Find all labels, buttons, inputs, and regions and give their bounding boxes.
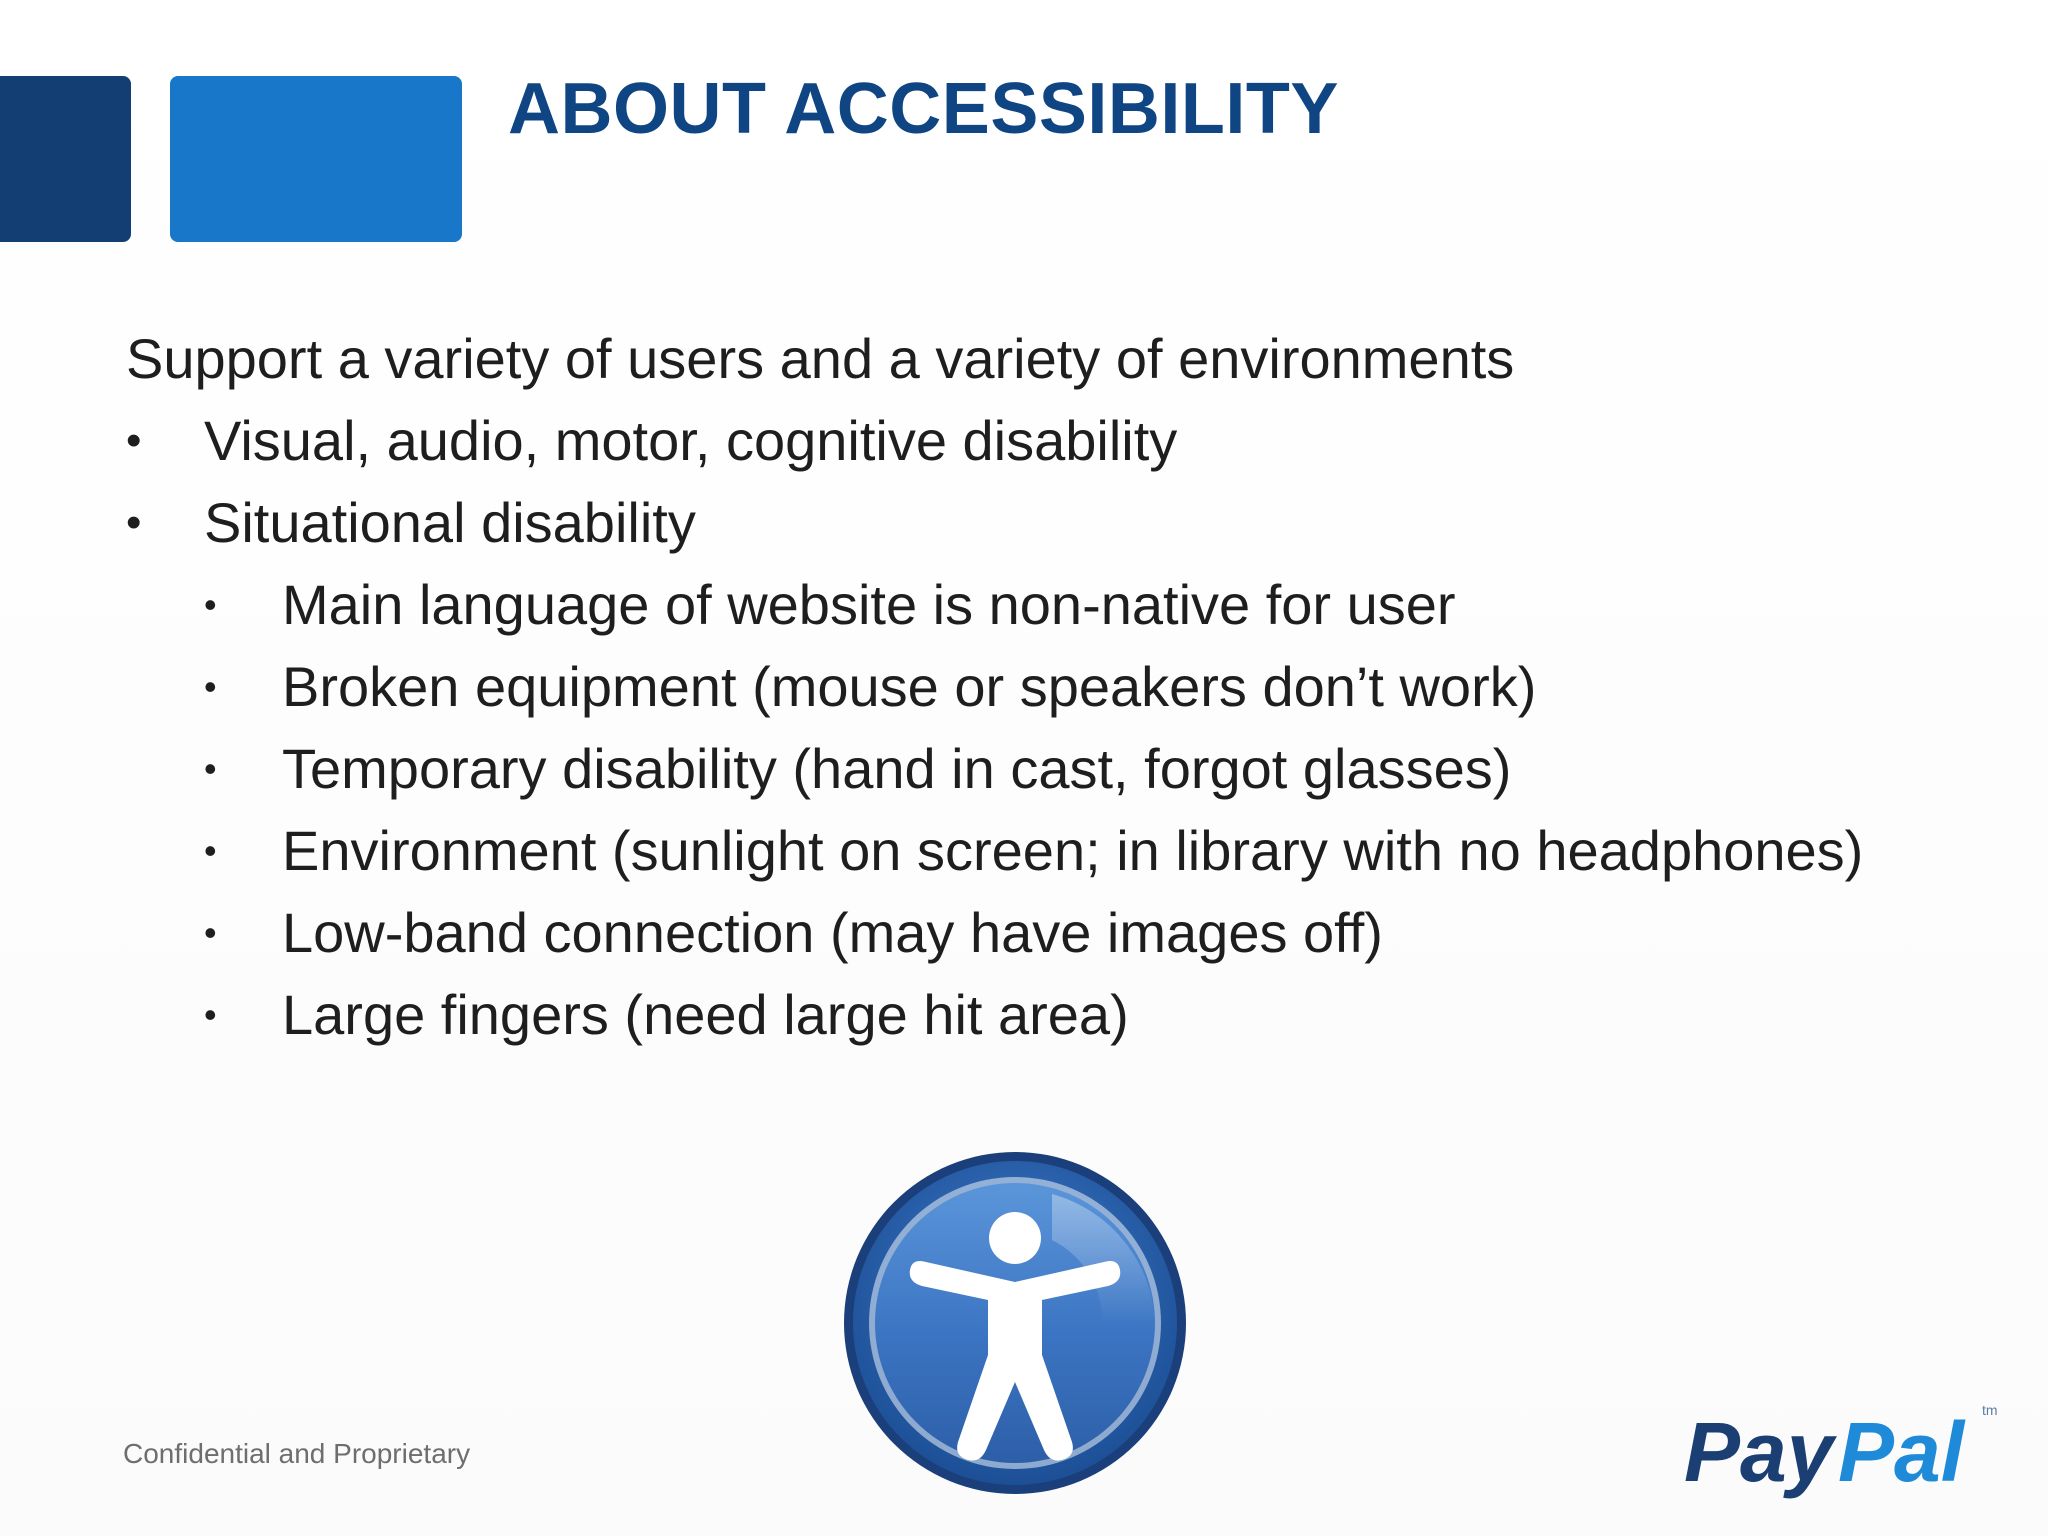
bullet-item xyxy=(126,482,1986,564)
paypal-logo xyxy=(1680,1395,2010,1505)
sub-bullet-dot: • xyxy=(204,912,217,953)
sub-bullet-dot: • xyxy=(204,584,217,625)
slide-body xyxy=(126,318,1986,1056)
bullet-text: Visual, audio, motor, cognitive disability xyxy=(204,409,1178,472)
confidential-footer: Confidential and Proprietary xyxy=(123,1438,471,1469)
accessibility-person-icon xyxy=(842,1150,1188,1496)
slide-title: ABOUT ACCESSIBILITY xyxy=(508,69,1339,149)
logo-tm-text: tm xyxy=(1982,1402,1998,1418)
lead-text: Support a variety of users and a variety of environments xyxy=(126,327,1515,390)
bullet-list xyxy=(126,400,1986,564)
sub-bullet-text: Large fingers (need large hit area) xyxy=(282,983,1129,1046)
sub-bullet-text: Low-band connection (may have images off) xyxy=(282,901,1383,964)
bullet-dot: • xyxy=(126,498,142,547)
sub-bullet-dot: • xyxy=(204,748,217,789)
bullet-dot: • xyxy=(126,416,142,465)
sub-bullet-item xyxy=(126,564,1986,646)
sub-bullet-item xyxy=(126,810,1986,892)
sub-bullet-text: Environment (sunlight on screen; in library with no headphones) xyxy=(282,819,1864,882)
logo-pay-text: Pay xyxy=(1684,1405,1834,1499)
sub-bullet-item xyxy=(126,728,1986,810)
sub-bullet-item xyxy=(126,892,1986,974)
sub-bullet-item xyxy=(126,974,1986,1056)
bullet-item xyxy=(126,400,1986,482)
sub-bullet-dot: • xyxy=(204,666,217,707)
sub-bullet-dot: • xyxy=(204,830,217,871)
sub-bullet-item xyxy=(126,646,1986,728)
header-light-block xyxy=(170,76,462,242)
sub-bullet-dot: • xyxy=(204,994,217,1035)
bullet-text: Situational disability xyxy=(204,491,696,554)
sub-bullet-list xyxy=(126,564,1986,1056)
logo-pal-text: Pal xyxy=(1838,1405,1965,1499)
sub-bullet-text: Temporary disability (hand in cast, forgot glasses) xyxy=(282,737,1512,800)
header-dark-block xyxy=(0,76,131,242)
sub-bullet-text: Main language of website is non-native for user xyxy=(282,573,1456,636)
sub-bullet-text: Broken equipment (mouse or speakers don’t work) xyxy=(282,655,1537,718)
